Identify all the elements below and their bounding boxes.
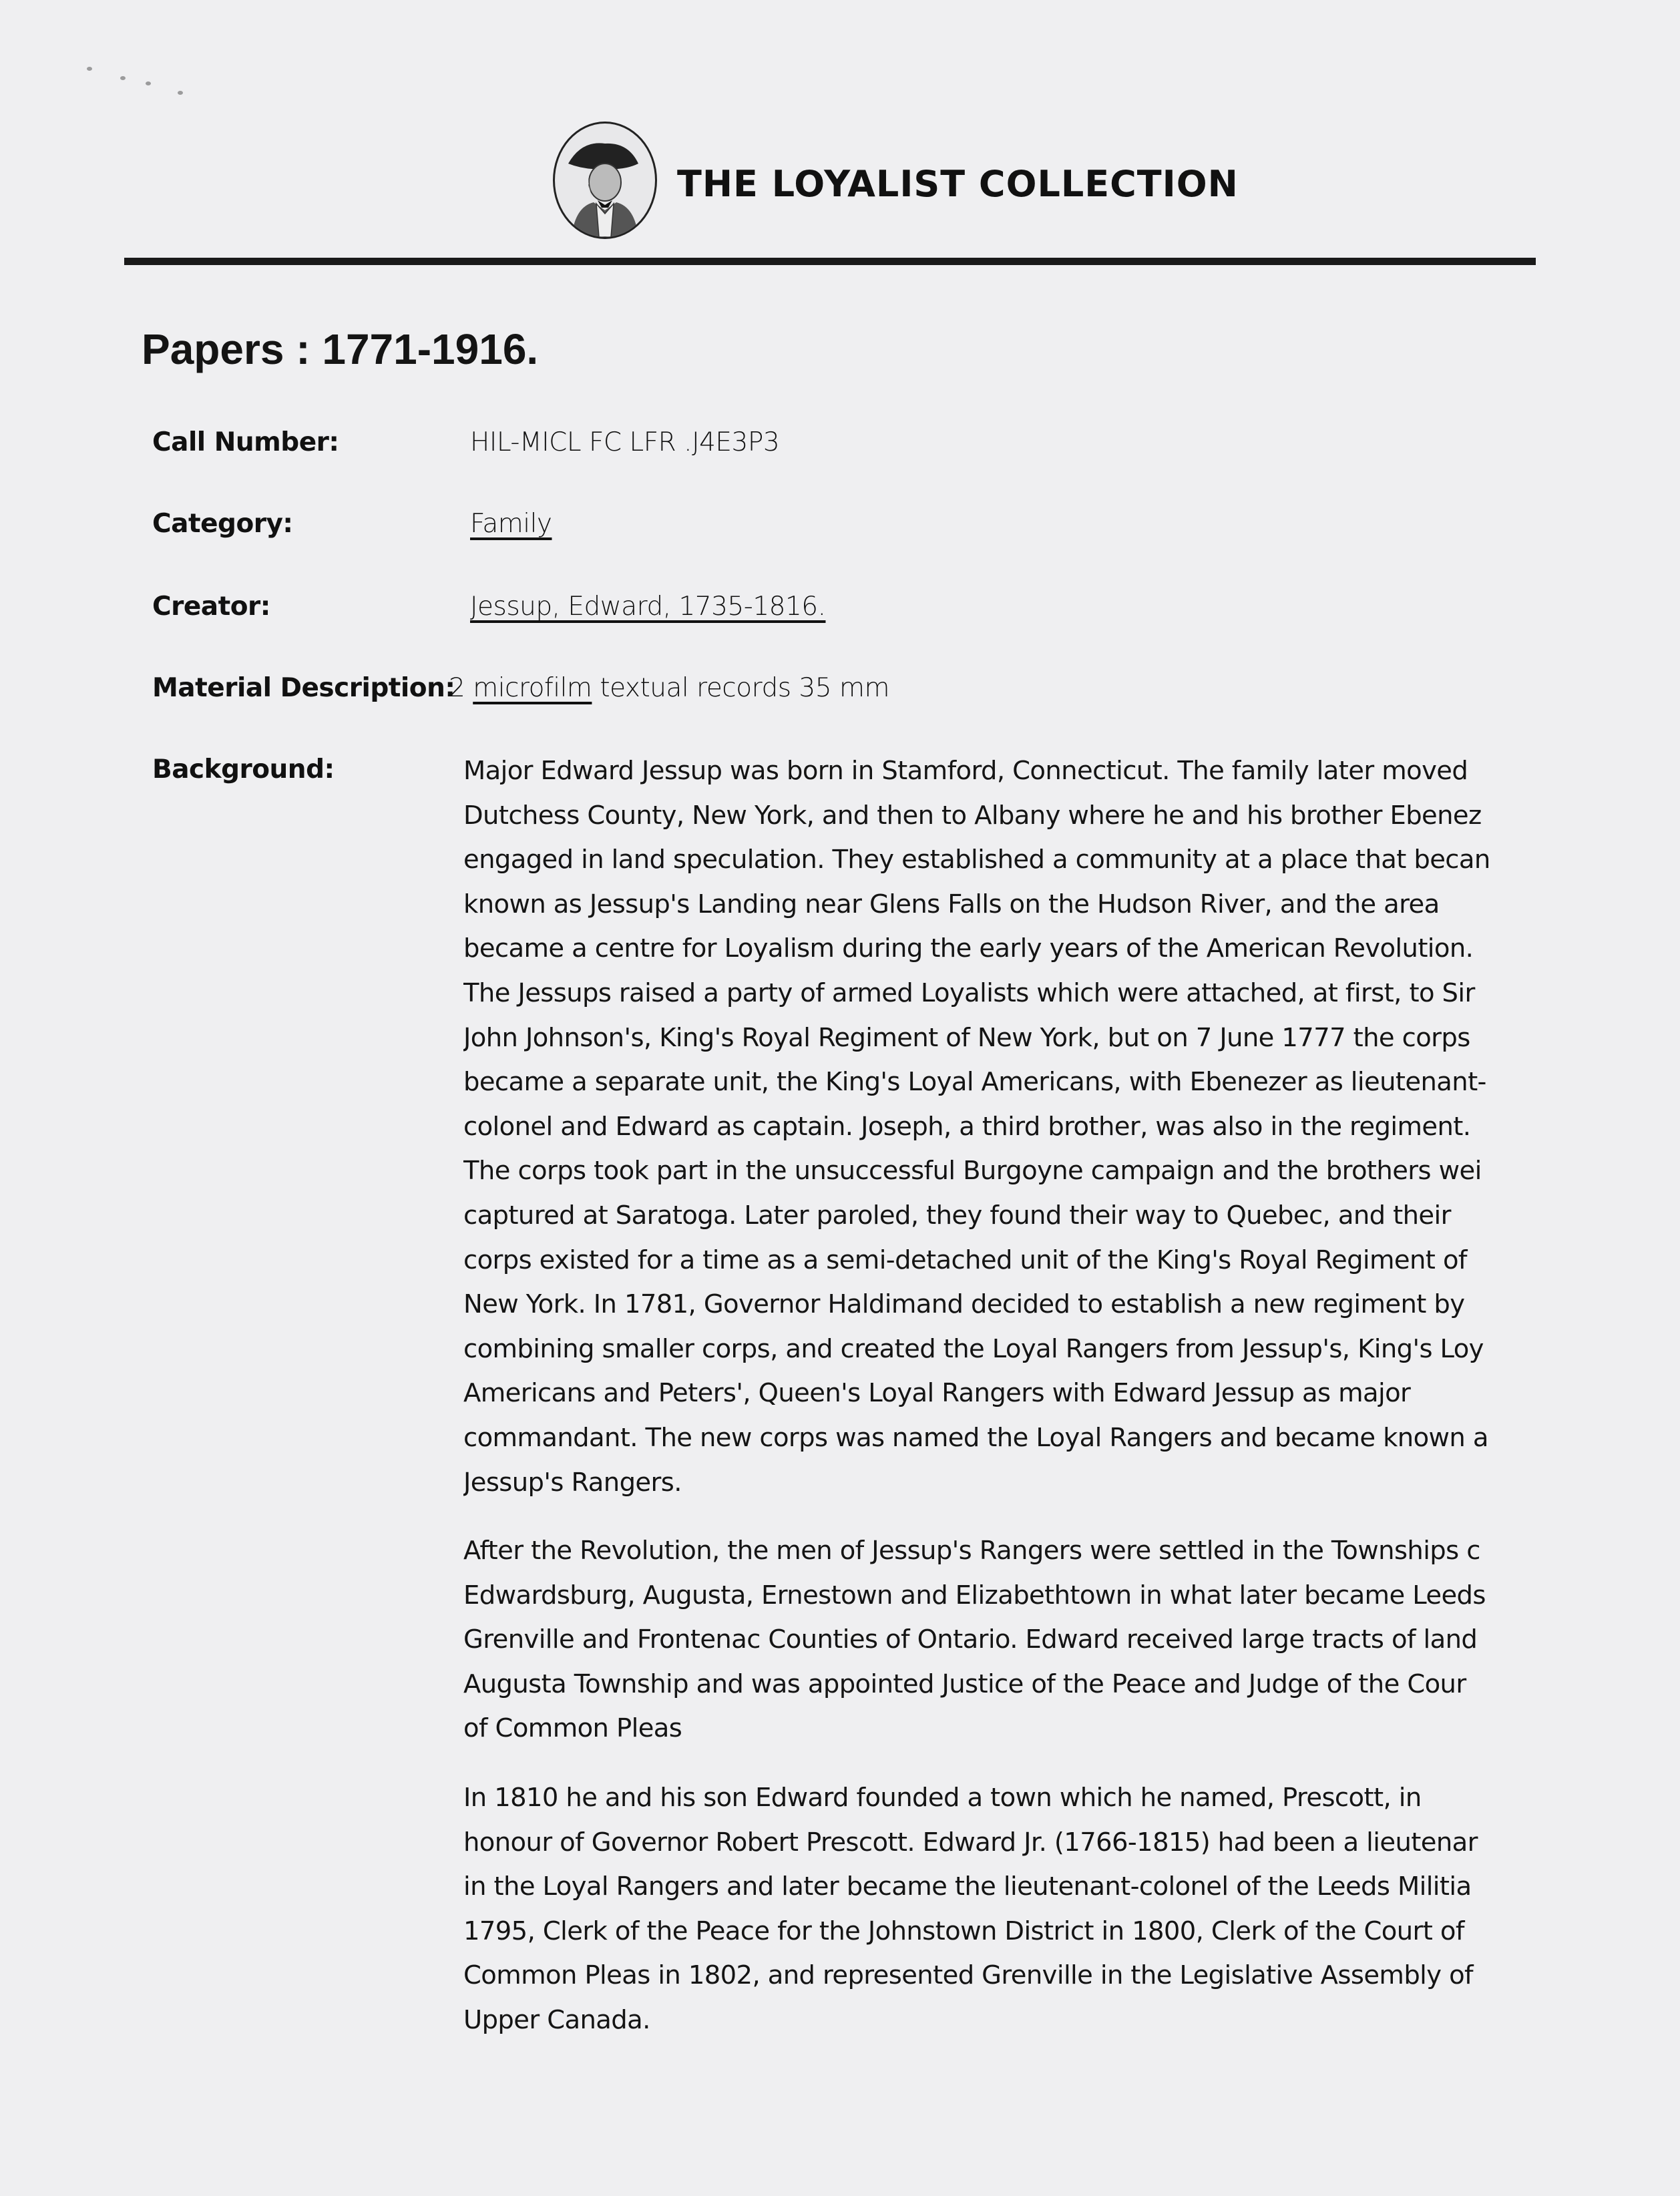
record-title: Papers : 1771-1916. [142,325,539,373]
material-details: textual records 35 mm [592,673,889,703]
collection-title: THE LOYALIST COLLECTION [677,162,1239,205]
background-line: The Jessups raised a party of armed Loyalists which were attached, at first, to Sir [463,977,1475,1008]
background-paragraph-1 [463,749,1529,1505]
background-line: corps existed for a time as a semi-detached unit of the King's Royal Regiment of [463,1245,1467,1275]
background-line: captured at Saratoga. Later paroled, they found their way to Quebec, and their [463,1200,1451,1231]
creator-link[interactable]: Jessup, Edward, 1735-1816. [470,592,826,622]
category-link[interactable]: Family [470,509,552,539]
header-divider [124,258,1536,265]
background-line: Grenville and Frontenac Counties of Ontario. Edward received large tracts of land [463,1624,1478,1655]
background-line: became a separate unit, the King's Loyal Americans, with Ebenezer as lieutenant- [463,1067,1486,1098]
background-line: Major Edward Jessup was born in Stamford, Connecticut. The family later moved [463,756,1468,786]
background-line: Upper Canada. [463,2004,650,2035]
background-paragraph-2 [463,1529,1529,1751]
microfilm-link[interactable]: microfilm [473,673,592,703]
background-line: of Common Pleas [463,1713,682,1744]
background-line: Jessup's Rangers. [463,1467,682,1498]
background-line: Augusta Township and was appointed Justice of the Peace and Judge of the Cour [463,1669,1466,1699]
category-label: Category: [152,509,293,539]
material-description-value [449,673,889,703]
background-line: honour of Governor Robert Prescott. Edward Jr. (1766-1815) had been a lieutenar [463,1827,1478,1857]
material-description-label: Material Description: [152,673,455,703]
background-line: engaged in land speculation. They established a community at a place that becan [463,845,1490,875]
background-line: Americans and Peters', Queen's Loyal Rangers with Edward Jessup as major [463,1378,1411,1409]
background-line: John Johnson's, King's Royal Regiment of New York, but on 7 June 1777 the corps [463,1022,1470,1053]
loyalist-portrait-icon [553,122,657,239]
background-line: 1795, Clerk of the Peace for the Johnstown District in 1800, Clerk of the Court of [463,1916,1464,1946]
background-line: In 1810 he and his son Edward founded a town which he named, Prescott, in [463,1783,1422,1813]
background-line: Dutchess County, New York, and then to Albany where he and his brother Ebenez [463,800,1482,831]
background-line: in the Loyal Rangers and later became the lieutenant-colonel of the Leeds Militia [463,1872,1472,1902]
background-line: The corps took part in the unsuccessful Burgoyne campaign and the brothers wei [463,1156,1482,1186]
call-number-label: Call Number: [152,427,339,457]
background-line: commandant. The new corps was named the Loyal Rangers and became known a [463,1422,1488,1453]
background-line: New York. In 1781, Governor Haldimand decided to establish a new regiment by [463,1289,1465,1320]
call-number-value: HIL-MICL FC LFR .J4E3P3 [470,427,780,457]
background-label: Background: [152,754,335,785]
collection-header [553,122,1239,239]
background-paragraph-3 [463,1776,1529,2043]
background-line: After the Revolution, the men of Jessup's Rangers were settled in the Townships c [463,1536,1480,1566]
background-line: known as Jessup's Landing near Glens Falls on the Hudson River, and the area [463,889,1440,919]
background-line: Edwardsburg, Augusta, Ernestown and Elizabethtown in what later became Leeds [463,1580,1486,1610]
background-line: Common Pleas in 1802, and represented Grenville in the Legislative Assembly of [463,1960,1473,1991]
material-count: 2 [449,673,473,703]
background-line: colonel and Edward as captain. Joseph, a third brother, was also in the regiment. [463,1111,1471,1142]
background-line: became a centre for Loyalism during the early years of the American Revolution. [463,933,1474,964]
creator-label: Creator: [152,592,270,622]
background-line: combining smaller corps, and created the Loyal Rangers from Jessup's, King's Loy [463,1333,1484,1364]
